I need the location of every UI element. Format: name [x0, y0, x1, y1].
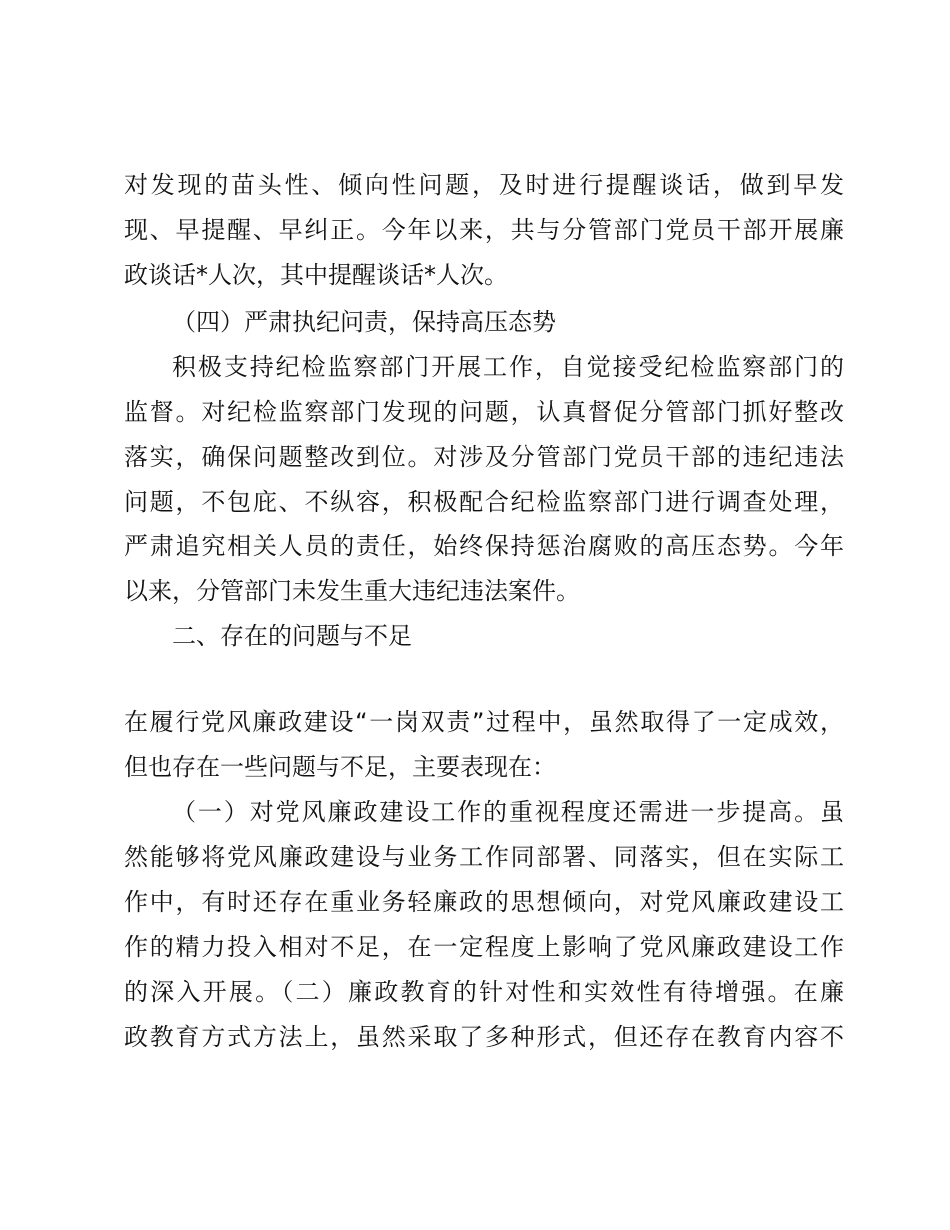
text-line: 积极支持纪检监察部门开展工作，自觉接受纪检监察部门的	[172, 353, 844, 381]
text-line: 政教育方式方法上，虽然采取了多种形式，但还存在教育内容不	[124, 1023, 844, 1051]
section-heading: （四）严肃执纪问责，保持高压态势	[172, 308, 556, 336]
section-heading: 二、存在的问题与不足	[172, 622, 412, 650]
text-line: 现、早提醒、早纠正。今年以来，共与分管部门党员干部开展廉	[124, 216, 844, 244]
text-line: 严肃追究相关人员的责任，始终保持惩治腐败的高压态势。今年	[124, 532, 844, 560]
text-line: 但也存在一些问题与不足，主要表现在：	[124, 753, 556, 781]
text-line: 作的精力投入相对不足，在一定程度上影响了党风廉政建设工作	[124, 933, 844, 961]
text-line: （一）对党风廉政建设工作的重视程度还需进一步提高。虽	[172, 798, 844, 826]
text-line: 然能够将党风廉政建设与业务工作同部署、同落实，但在实际工	[124, 843, 844, 871]
text-line: 监督。对纪检监察部门发现的问题，认真督促分管部门抓好整改	[124, 398, 844, 426]
text-line: 问题，不包庇、不纵容，积极配合纪检监察部门进行调查处理，	[124, 488, 844, 516]
text-line: 的深入开展。（二）廉政教育的针对性和实效性有待增强。在廉	[124, 978, 844, 1006]
text-line: 在履行党风廉政建设“一岗双责”过程中，虽然取得了一定成效，	[124, 708, 844, 736]
text-line: 作中，有时还存在重业务轻廉政的思想倾向，对党风廉政建设工	[124, 888, 844, 916]
text-line: 对发现的苗头性、倾向性问题，及时进行提醒谈话，做到早发	[124, 171, 844, 199]
text-line: 以来，分管部门未发生重大违纪违法案件。	[124, 577, 580, 605]
text-line: 落实，确保问题整改到位。对涉及分管部门党员干部的违纪违法	[124, 443, 844, 471]
text-line: 政谈话*人次，其中提醒谈话*人次。	[124, 261, 508, 289]
